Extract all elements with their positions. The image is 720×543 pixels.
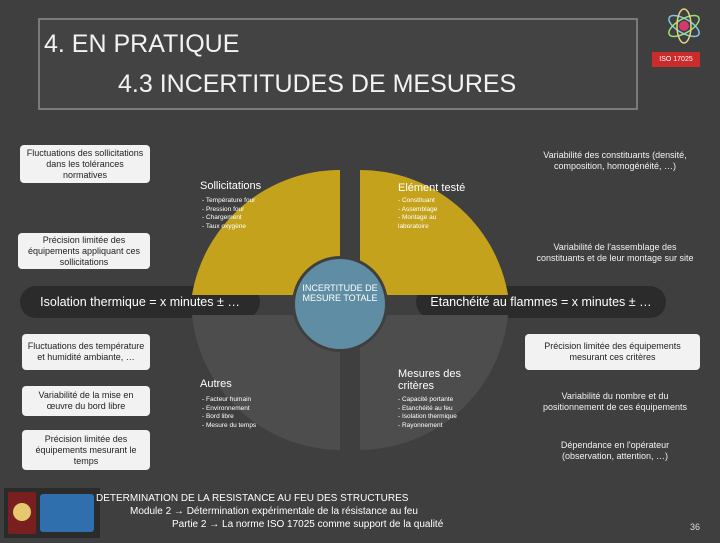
atom-logo-icon: [664, 6, 704, 46]
list-item: - Environnement: [202, 404, 250, 412]
list-element: [398, 197, 458, 231]
note-variabilite-assemblage: Variabilité de l'assemblage des constituants et de leur montage sur site: [536, 242, 694, 263]
criterion-isolation-thermique: Isolation thermique = x minutes ± …: [20, 286, 260, 318]
note-variabilite-positionnement: Variabilité du nombre et du positionnement de ces équipements: [542, 391, 688, 412]
quadrant-title-mesures: Mesures des critères: [398, 368, 461, 392]
footer-line1: DETERMINATION DE LA RESISTANCE AU FEU DES STRUCTURES: [96, 493, 409, 504]
note-precision-mesure-criteres: Précision limitée des équipements mesurant ces critères: [525, 334, 700, 370]
list-sollicitations: [202, 197, 255, 231]
note-fluctuations-sollicitations: Fluctuations des sollicitations dans les tolérances normatives: [20, 145, 150, 183]
list-item: - Taux oxygène: [202, 222, 246, 230]
list-item: - Pression four: [202, 205, 245, 213]
note-precision-mesure-temps: Précision limitée des équipements mesurant le temps: [22, 430, 150, 470]
footer-line3: Partie 2 → La norme ISO 17025 comme support de la qualité: [172, 519, 444, 530]
list-item: - Rayonnement: [398, 421, 443, 429]
list-item: - Température four: [202, 197, 256, 204]
list-item: - Isolation thermique: [398, 413, 457, 420]
list-item: - Montage au laboratoire: [398, 214, 437, 230]
list-item: - Constituant: [398, 197, 435, 204]
slide-title-line1: 4. EN PRATIQUE: [44, 30, 240, 58]
list-autres: [202, 396, 256, 430]
slide-title-line2: 4.3 INCERTITUDES DE MESURES: [118, 70, 517, 98]
list-mesures: [398, 396, 468, 430]
page-number: 36: [690, 522, 701, 532]
note-fluctuations-temperature: Fluctuations des température et humidité ambiante, …: [22, 334, 150, 370]
list-item: - Chargement: [202, 214, 242, 221]
list-item: - Facteur humain: [202, 396, 252, 403]
list-item: - Etanchéité au feu: [398, 404, 453, 412]
criterion-etancheite-flammes: Etanchéité au flammes = x minutes ± …: [416, 286, 666, 318]
footer-line2: Module 2 → Détermination expérimentale de la résistance au feu: [130, 506, 418, 517]
iso-badge: ISO 17025: [652, 52, 700, 67]
note-dependance-operateur: Dépendance en l'opérateur (observation, attention, …): [560, 440, 670, 461]
footer: [96, 492, 556, 531]
note-precision-equipements-sollicitations: Précision limitée des équipements appliquant ces sollicitations: [18, 233, 150, 269]
note-variabilite-constituants: Variabilité des constituants (densité, composition, homogénéité, …): [543, 150, 687, 171]
quadrant-title-element: Elément testé: [398, 182, 466, 194]
list-item: - Mesure du temps: [202, 421, 257, 429]
university-crest-icon: [4, 488, 100, 538]
quadrant-title-autres: Autres: [200, 378, 232, 390]
quadrant-title-sollicitations: Sollicitations: [200, 180, 262, 192]
note-variabilite-bord-libre: Variabilité de la mise en œuvre du bord libre: [22, 386, 150, 416]
university-logo: [4, 488, 100, 538]
list-item: - Bord libre: [202, 413, 234, 420]
list-item: - Assemblage: [398, 205, 438, 213]
list-item: - Capacité portante: [398, 396, 454, 403]
center-incertitude-totale: INCERTITUDE DE MESURE TOTALE: [292, 256, 388, 352]
